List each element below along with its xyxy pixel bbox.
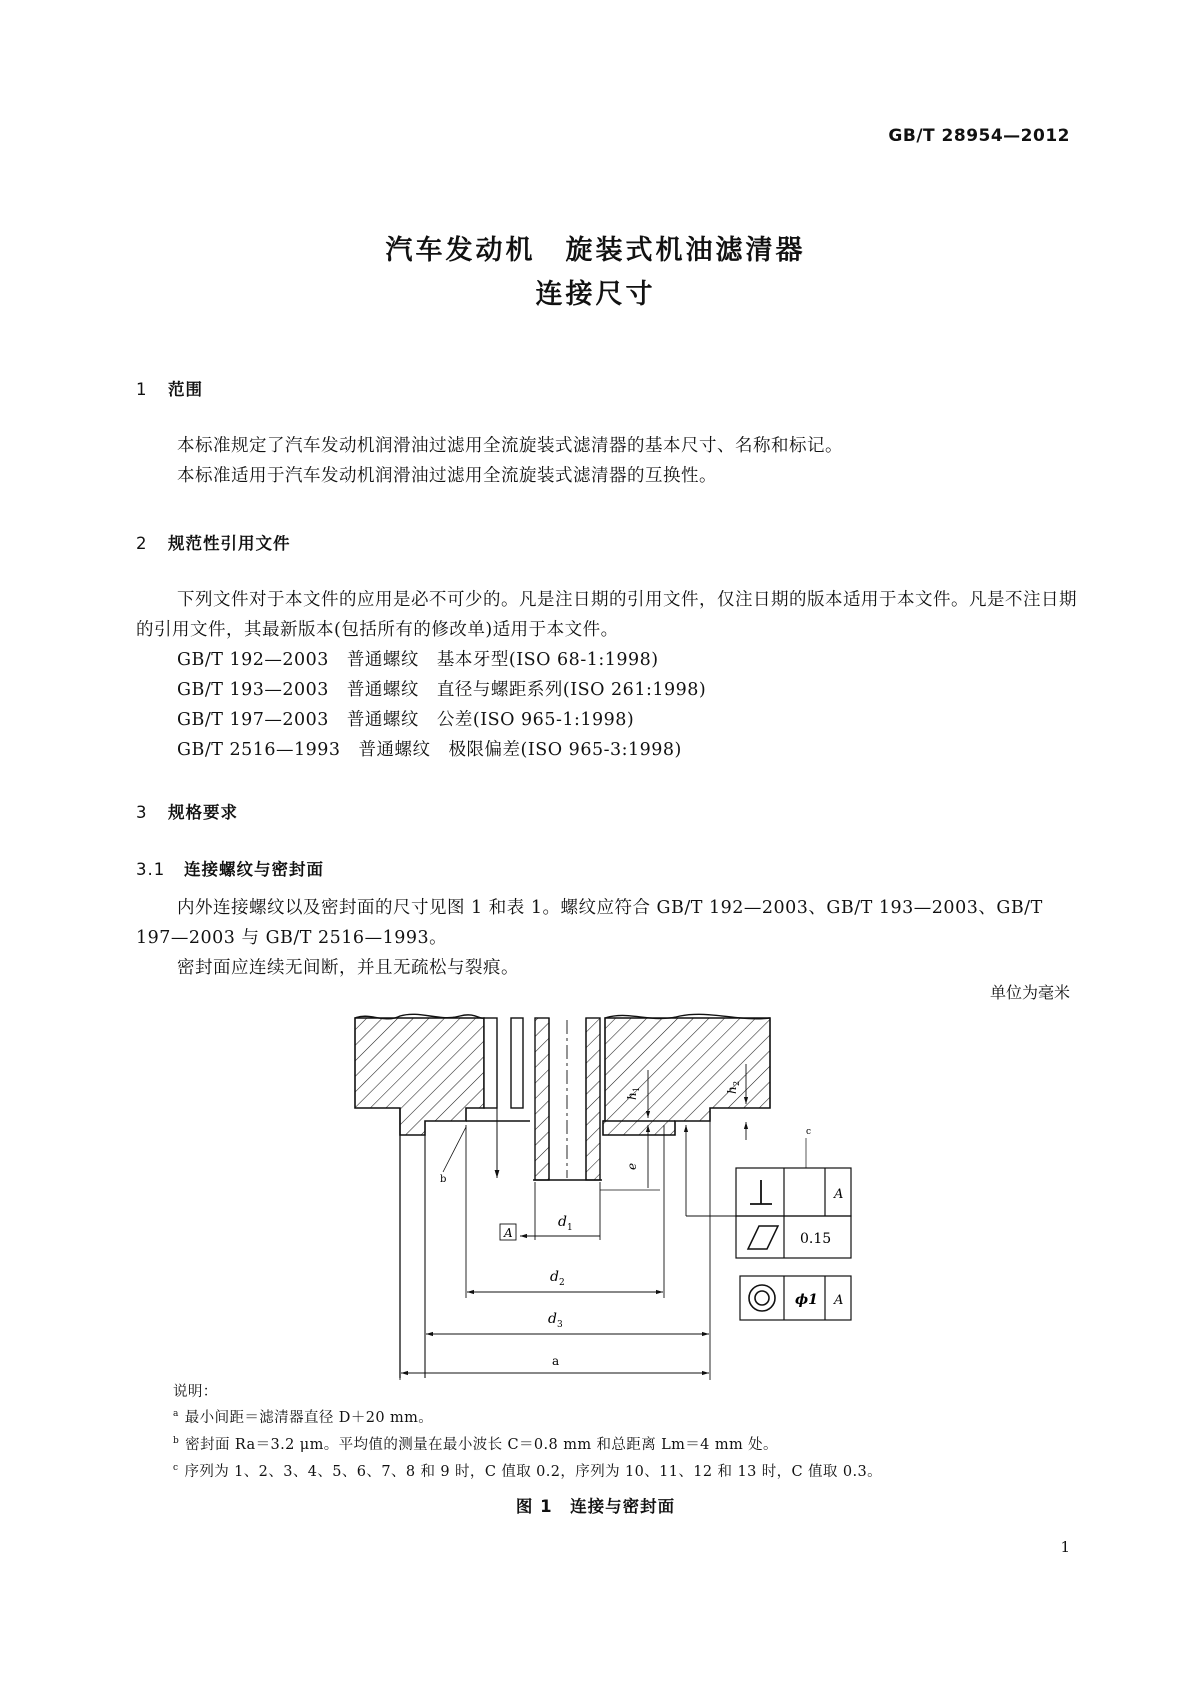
d1-subscript: 1 [567, 1223, 573, 1233]
d3-label: d [548, 1311, 557, 1327]
flatness-tolerance: 0.15 [800, 1231, 832, 1247]
section-title: 连接螺纹与密封面 [184, 860, 324, 879]
paragraph: 密封面应连续无间断，并且无疏松与裂痕。 [177, 958, 519, 978]
reference-item: GB/T 192—2003 普通螺纹 基本牙型(ISO 68-1:1998) [177, 650, 659, 670]
note-text: 最小间距＝滤清器直径 D＋20 mm。 [184, 1410, 434, 1426]
concentricity-datum: A [834, 1293, 844, 1308]
reference-item: GB/T 2516—1993 普通螺纹 极限偏差(ISO 965-3:1998) [177, 740, 682, 760]
note-text: 密封面 Ra＝3.2 μm。平均值的测量在最小波长 C＝0.8 mm 和总距离 Lm＝4 mm 处。 [185, 1437, 778, 1453]
section-number: 1 [136, 380, 148, 399]
dimension-a [400, 1338, 710, 1380]
section-number: 3 [136, 803, 148, 822]
section-title: 范围 [168, 380, 203, 399]
note-mark: b [173, 1436, 180, 1447]
perp-datum: A [834, 1187, 844, 1202]
paragraph: 内外连接螺纹以及密封面的尺寸见图 1 和表 1。螺纹应符合 GB/T 192—2003、GB/T 193—2003、GB/T 197—2003 与 GB/T 2516—1993。 [136, 898, 1043, 948]
note-a [173, 1406, 433, 1427]
note-c [173, 1460, 882, 1481]
b-label: b [440, 1174, 447, 1185]
tolerance-frames [686, 1125, 851, 1320]
section-number: 2 [136, 534, 148, 553]
datum-a-label: A [504, 1226, 513, 1240]
d3-subscript: 3 [557, 1320, 563, 1330]
page-number: 1 [1060, 1538, 1070, 1556]
c-label: c [806, 1127, 812, 1137]
perpendicularity-icon [750, 1180, 772, 1204]
dimension-d1 [520, 1182, 600, 1240]
paragraph: 下列文件对于本文件的应用是必不可少的。凡是注日期的引用文件，仅注日期的版本适用于本文件。凡是不注日期的引用文件，其最新版本(包括所有的修改单)适用于本文件。 [136, 590, 1077, 640]
concentricity-tolerance: ϕ1 [795, 1292, 818, 1308]
figure-caption: 图 1 连接与密封面 [515, 1497, 676, 1516]
note-b [173, 1433, 778, 1454]
d1-label: d [558, 1214, 567, 1230]
e-label: e [625, 1162, 639, 1170]
h1-subscript: 1 [632, 1086, 641, 1092]
paragraph: 本标准规定了汽车发动机润滑油过滤用全流旋装式滤清器的基本尺寸、名称和标记。 [177, 436, 843, 456]
dimension-d2 [466, 1125, 664, 1298]
note-text: 序列为 1、2、3、4、5、6、7、8 和 9 时，C 值取 0.2，序列为 10、11、12 和 13 时，C 值取 0.3。 [184, 1464, 882, 1480]
h2-label: h [725, 1086, 739, 1094]
d2-subscript: 2 [559, 1278, 565, 1288]
reference-item: GB/T 197—2003 普通螺纹 公差(ISO 965-1:1998) [177, 710, 635, 730]
document-title-line2: 连接尺寸 [535, 279, 656, 310]
standard-code: GB/T 28954—2012 [888, 126, 1070, 146]
document-title-line1: 汽车发动机 旋装式机油滤清器 [385, 235, 806, 266]
flatness-icon [748, 1226, 778, 1249]
note-mark: a [173, 1409, 179, 1420]
reference-item: GB/T 193—2003 普通螺纹 直径与螺距系列(ISO 261:1998) [177, 680, 707, 700]
d2-label: d [550, 1269, 559, 1285]
h2-subscript: 2 [732, 1080, 741, 1086]
concentricity-icon [749, 1285, 775, 1311]
note-mark: c [173, 1463, 179, 1474]
section-title: 规范性引用文件 [168, 534, 291, 553]
section-number: 3.1 [136, 860, 166, 879]
paragraph: 本标准适用于汽车发动机润滑油过滤用全流旋装式滤清器的互换性。 [177, 466, 717, 486]
unit-note: 单位为毫米 [989, 983, 1070, 1002]
notes-title: 说明： [173, 1384, 218, 1400]
a-label: a [552, 1354, 560, 1368]
section-title: 规格要求 [168, 803, 238, 822]
h1-label: h [625, 1092, 639, 1100]
